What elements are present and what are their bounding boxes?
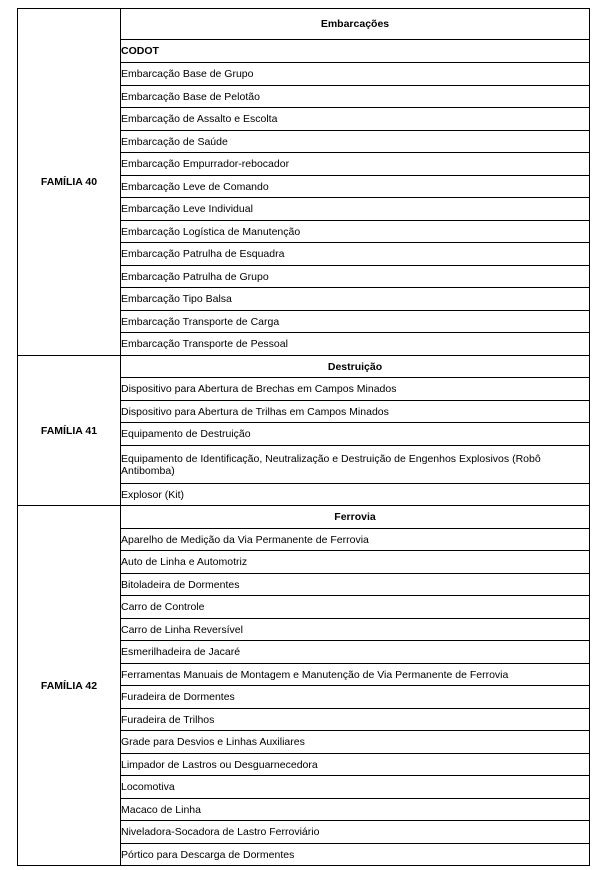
list-item: Embarcação Base de Pelotão — [121, 86, 590, 108]
list-item: Furadeira de Dormentes — [121, 686, 590, 709]
family-label: FAMÍLIA 40 — [18, 9, 121, 356]
list-item: Equipamento de Identificação, Neutralização e Destruição de Engenhos Explosivos (Robô Antibomba) — [121, 446, 590, 484]
family-label: FAMÍLIA 42 — [18, 506, 121, 866]
list-item: Embarcação de Saúde — [121, 131, 590, 153]
list-item: Explosor (Kit) — [121, 484, 590, 506]
section-header: Ferrovia — [121, 506, 590, 529]
list-item: Embarcação Transporte de Pessoal — [121, 333, 590, 356]
list-item: CODOT — [121, 40, 590, 63]
list-item: Embarcação Patrulha de Grupo — [121, 266, 590, 288]
list-item: Ferramentas Manuais de Montagem e Manutenção de Via Permanente de Ferrovia — [121, 664, 590, 686]
list-item: Furadeira de Trilhos — [121, 709, 590, 731]
list-item: Locomotiva — [121, 776, 590, 799]
list-item: Aparelho de Medição da Via Permanente de Ferrovia — [121, 529, 590, 551]
section-header: Destruição — [121, 356, 590, 378]
list-item: Macaco de Linha — [121, 799, 590, 821]
list-item: Embarcação Empurrador-rebocador — [121, 153, 590, 176]
list-item: Embarcação Leve Individual — [121, 198, 590, 221]
list-item: Bitoladeira de Dormentes — [121, 574, 590, 596]
list-item: Limpador de Lastros ou Desguarnecedora — [121, 754, 590, 776]
list-item: Embarcação Logística de Manutenção — [121, 221, 590, 243]
table-row — [18, 506, 590, 529]
section-header: Embarcações — [121, 9, 590, 40]
list-item: Embarcação Transporte de Carga — [121, 311, 590, 333]
list-item: Embarcação de Assalto e Escolta — [121, 108, 590, 131]
list-item: Carro de Controle — [121, 596, 590, 619]
list-item: Grade para Desvios e Linhas Auxiliares — [121, 731, 590, 754]
list-item: Niveladora-Socadora de Lastro Ferroviário — [121, 821, 590, 844]
list-item: Embarcação Patrulha de Esquadra — [121, 243, 590, 266]
list-item: Dispositivo para Abertura de Trilhas em Campos Minados — [121, 401, 590, 423]
list-item: Equipamento de Destruição — [121, 423, 590, 446]
equipment-family-table — [17, 8, 590, 866]
list-item: Dispositivo para Abertura de Brechas em Campos Minados — [121, 378, 590, 401]
list-item: Embarcação Tipo Balsa — [121, 288, 590, 311]
list-item: Esmerilhadeira de Jacaré — [121, 641, 590, 664]
list-item: Auto de Linha e Automotriz — [121, 551, 590, 574]
list-item: Embarcação Leve de Comando — [121, 176, 590, 198]
table-row — [18, 356, 590, 378]
list-item: Carro de Linha Reversível — [121, 619, 590, 641]
list-item: Embarcação Base de Grupo — [121, 63, 590, 86]
list-item: Pórtico para Descarga de Dormentes — [121, 844, 590, 866]
family-label: FAMÍLIA 41 — [18, 356, 121, 506]
table-row — [18, 9, 590, 40]
